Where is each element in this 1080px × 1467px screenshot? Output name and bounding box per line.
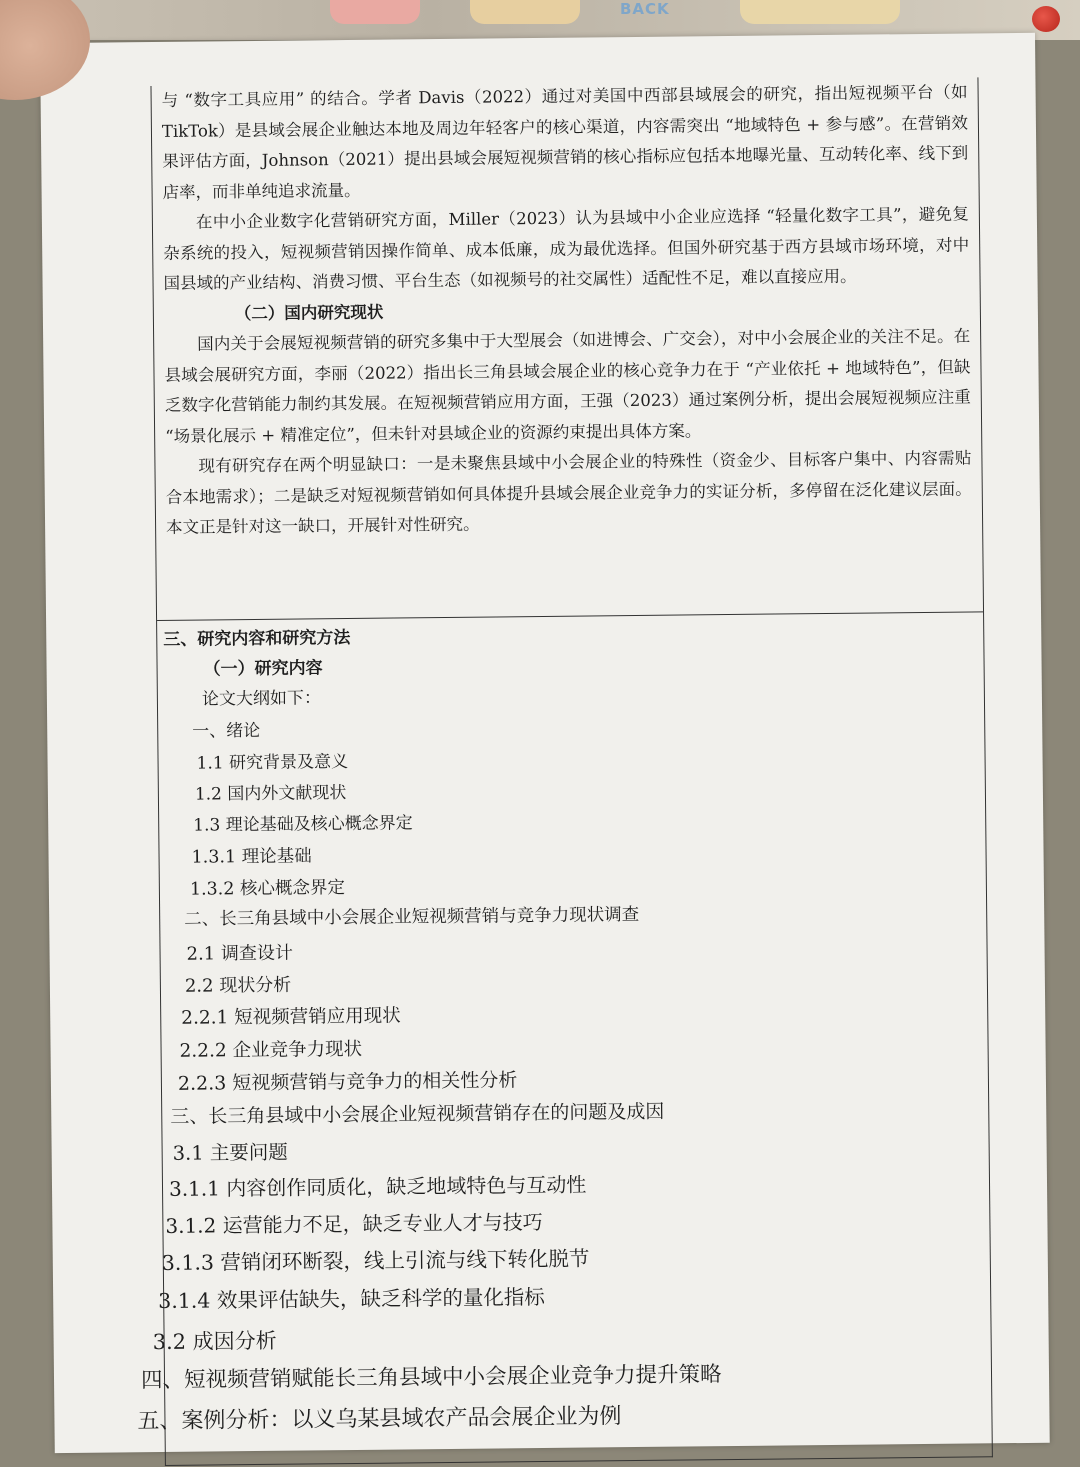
outline-item: 四、短视频营销赋能长三角县域中小会展企业竞争力提升策略	[140, 1362, 722, 1394]
outline-item: 3.1 主要问题	[172, 1140, 288, 1165]
outline-item: 1.3 理论基础及核心概念界定	[193, 813, 413, 836]
sticker-beige	[740, 0, 900, 24]
outline-intro: 论文大纲如下：	[201, 688, 322, 710]
foreign-paragraph: 与 “数字工具应用” 的结合。学者 Davis（2022）通过对美国中西部县域展会的研究，指出短视频平台（如 TikTok）是县域会展企业触达本地及周边年轻客户的核心渠道，内容需突出 “地域特色 + 参与感”。在营销效果评估方面，Johnson（2021）提出县域会展短视频营销的核心指标应包括本地曝光量、互动转化率、线下到店率，而非单纯追求流量。	[161, 82, 969, 202]
outline-item: 2.2 现状分析	[184, 974, 292, 997]
section-title: 三、研究内容和研究方法	[163, 627, 351, 650]
outline-item: 3.1.1 内容创作同质化，缺乏地域特色与互动性	[168, 1172, 587, 1201]
outline-item: 1.2 国内外文献现状	[194, 783, 347, 805]
outline-item: 二、长三角县域中小会展企业短视频营销与竞争力现状调查	[184, 904, 640, 930]
sub-heading: （一）研究内容	[203, 658, 323, 680]
outline-item: 2.2.2 企业竞争力现状	[179, 1038, 363, 1062]
foreign-paragraph: 在中小企业数字化营销研究方面，Miller（2023）认为县域中小企业应选择 “轻量化数字工具”，避免复杂系统的投入，短视频营销因操作简单、成本低廉，成为最优选择。但国外研究基于西方县域市场环境，对中国县域的产业结构、消费习惯、平台生态（如视频号的社交属性）适配性不足，难以直接应用。	[163, 204, 970, 293]
domestic-paragraph: 现有研究存在两个明显缺口：一是未聚焦县域中小会展企业的特殊性（资金少、目标客户集中、内容需贴合本地需求）；二是缺乏对短视频营销如何具体提升县域会展企业竞争力的实证分析，多停留在泛化建议层面。本文正是针对这一缺口，开展针对性研究。	[165, 448, 972, 537]
outline-item: 1.3.2 核心概念界定	[189, 878, 346, 900]
back-sticker-label: BACK	[620, 0, 670, 18]
outline-item: 三、长三角县域中小会展企业短视频营销存在的问题及成因	[170, 1100, 665, 1128]
domestic-heading: （二）国内研究现状	[234, 302, 384, 323]
outline-item: 2.1 调查设计	[186, 942, 294, 965]
outline-item: 2.2.3 短视频营销与竞争力的相关性分析	[177, 1069, 518, 1095]
outline-item: 1.1 研究背景及意义	[196, 752, 349, 774]
sticker-red	[330, 0, 420, 24]
outline-item: 一、绪论	[192, 720, 261, 742]
outline-item: 3.1.4 效果评估缺失，缺乏科学的量化指标	[158, 1284, 545, 1314]
outline-item: 3.1.2 运营能力不足，缺乏专业人才与技巧	[165, 1210, 543, 1238]
sticker-yellow	[470, 0, 580, 24]
outline-item: 3.2 成因分析	[152, 1328, 277, 1355]
outline-item: 2.2.1 短视频营销应用现状	[181, 1005, 401, 1029]
table-divider	[157, 611, 983, 621]
document-page	[40, 33, 1050, 1453]
form-table	[137, 77, 992, 1466]
outline-item: 1.3.1 理论基础	[191, 846, 312, 868]
apple-icon	[1032, 6, 1060, 32]
outline-item: 3.1.3 营销闭环断裂，线上引流与线下转化脱节	[161, 1246, 590, 1276]
literature-review-cell	[161, 77, 972, 543]
domestic-paragraph: 国内关于会展短视频营销的研究多集中于大型展会（如进博会、广交会），对中小会展企业的关注不足。在县域会展研究方面，李丽（2022）指出长三角县域会展企业的核心竞争力在于 “产业依托 + 地域特色”，但缺乏数字化营销能力制约其发展。在短视频营销应用方面，王强（2023）通过案例分析，提出会展短视频应注重 “场景化展示 + 精准定位”，但未针对县域企业的资源约束提出具体方案。	[164, 326, 971, 446]
outline-item: 五、案例分析：以义乌某县域农产品会展企业为例	[137, 1404, 622, 1435]
